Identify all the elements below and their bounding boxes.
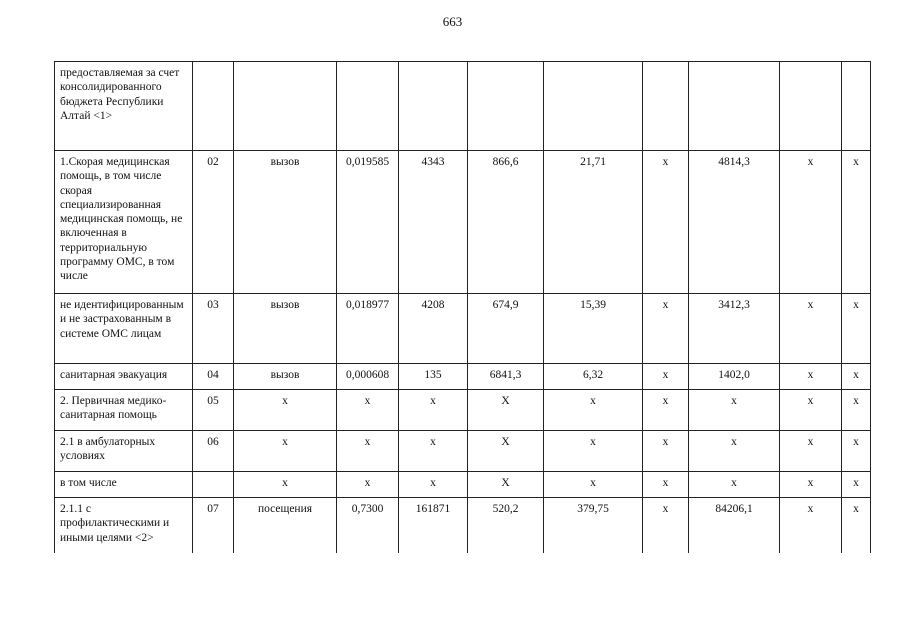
row-name-cell: 2.1 в амбулаторных условиях [55, 431, 193, 472]
table-row [55, 498, 871, 553]
value-cell [842, 62, 871, 151]
row-name-cell: 2.1.1 с профилактическими и иными целями <2> [55, 498, 193, 553]
table-row [55, 294, 871, 364]
value-cell: х [643, 431, 689, 472]
page-number: 663 [442, 14, 463, 29]
value-cell: 3412,3 [689, 294, 780, 364]
value-cell [544, 62, 643, 151]
value-cell: х [544, 390, 643, 431]
value-cell [643, 62, 689, 151]
value-cell [468, 62, 544, 151]
value-cell: 1402,0 [689, 364, 780, 390]
value-cell: 674,9 [468, 294, 544, 364]
value-cell: 379,75 [544, 498, 643, 553]
value-cell: х [689, 390, 780, 431]
value-cell: х [842, 390, 871, 431]
value-cell: х [399, 431, 468, 472]
value-cell: х [780, 431, 842, 472]
value-cell: 161871 [399, 498, 468, 553]
table-row [55, 151, 871, 294]
value-cell: х [399, 390, 468, 431]
value-cell: х [780, 364, 842, 390]
row-code-cell: 07 [193, 498, 234, 553]
value-cell: 866,6 [468, 151, 544, 294]
table-row [55, 390, 871, 431]
value-cell: х [643, 390, 689, 431]
value-cell: х [780, 472, 842, 498]
table-row [55, 472, 871, 498]
value-cell: 84206,1 [689, 498, 780, 553]
row-name-cell: не идентифицированным и не застрахованным в системе ОМС лицам [55, 294, 193, 364]
value-cell: х [337, 472, 399, 498]
value-cell: 520,2 [468, 498, 544, 553]
value-cell: х [643, 498, 689, 553]
row-code-cell: 04 [193, 364, 234, 390]
unit-cell: вызов [234, 151, 337, 294]
value-cell: х [842, 294, 871, 364]
unit-cell: вызов [234, 364, 337, 390]
value-cell: 21,71 [544, 151, 643, 294]
value-cell: х [399, 472, 468, 498]
unit-cell: вызов [234, 294, 337, 364]
row-name-cell: 2. Первичная медико-санитарная помощь [55, 390, 193, 431]
value-cell: х [544, 472, 643, 498]
value-cell: Х [468, 431, 544, 472]
row-code-cell [193, 62, 234, 151]
row-name-cell: предоставляемая за счет консолидированного бюджета Республики Алтай <1> [55, 62, 193, 151]
value-cell: Х [468, 472, 544, 498]
value-cell: 0,000608 [337, 364, 399, 390]
value-cell: 0,019585 [337, 151, 399, 294]
value-cell: х [643, 364, 689, 390]
value-cell: 4814,3 [689, 151, 780, 294]
value-cell: 4343 [399, 151, 468, 294]
value-cell: 0,7300 [337, 498, 399, 553]
budget-table [54, 61, 871, 553]
unit-cell: х [234, 431, 337, 472]
unit-cell: х [234, 390, 337, 431]
value-cell: х [842, 498, 871, 553]
value-cell: х [544, 431, 643, 472]
unit-cell: х [234, 472, 337, 498]
value-cell [780, 62, 842, 151]
value-cell: х [337, 390, 399, 431]
row-code-cell: 02 [193, 151, 234, 294]
value-cell: х [780, 151, 842, 294]
value-cell: Х [468, 390, 544, 431]
value-cell: х [842, 472, 871, 498]
value-cell: х [842, 151, 871, 294]
unit-cell [234, 62, 337, 151]
value-cell: х [337, 431, 399, 472]
value-cell: 135 [399, 364, 468, 390]
value-cell: х [643, 472, 689, 498]
row-name-cell: 1.Скорая медицинская помощь, в том числе скорая специализированная медицинская помощь, не включенная в территориальную программу ОМС, в том числе [55, 151, 193, 294]
unit-cell: посещения [234, 498, 337, 553]
table-row [55, 431, 871, 472]
row-code-cell: 05 [193, 390, 234, 431]
value-cell: х [780, 294, 842, 364]
value-cell: х [643, 151, 689, 294]
value-cell: х [780, 498, 842, 553]
value-cell: х [780, 390, 842, 431]
value-cell [689, 62, 780, 151]
value-cell [399, 62, 468, 151]
value-cell: 4208 [399, 294, 468, 364]
row-code-cell: 03 [193, 294, 234, 364]
table-row [55, 62, 871, 151]
value-cell: 15,39 [544, 294, 643, 364]
row-code-cell [193, 472, 234, 498]
value-cell: х [689, 431, 780, 472]
row-name-cell: в том числе [55, 472, 193, 498]
value-cell: х [842, 431, 871, 472]
value-cell: х [842, 364, 871, 390]
value-cell [337, 62, 399, 151]
row-name-cell: санитарная эвакуация [55, 364, 193, 390]
value-cell: х [643, 294, 689, 364]
value-cell: 6,32 [544, 364, 643, 390]
value-cell: х [689, 472, 780, 498]
table-row [55, 364, 871, 390]
row-code-cell: 06 [193, 431, 234, 472]
value-cell: 6841,3 [468, 364, 544, 390]
value-cell: 0,018977 [337, 294, 399, 364]
